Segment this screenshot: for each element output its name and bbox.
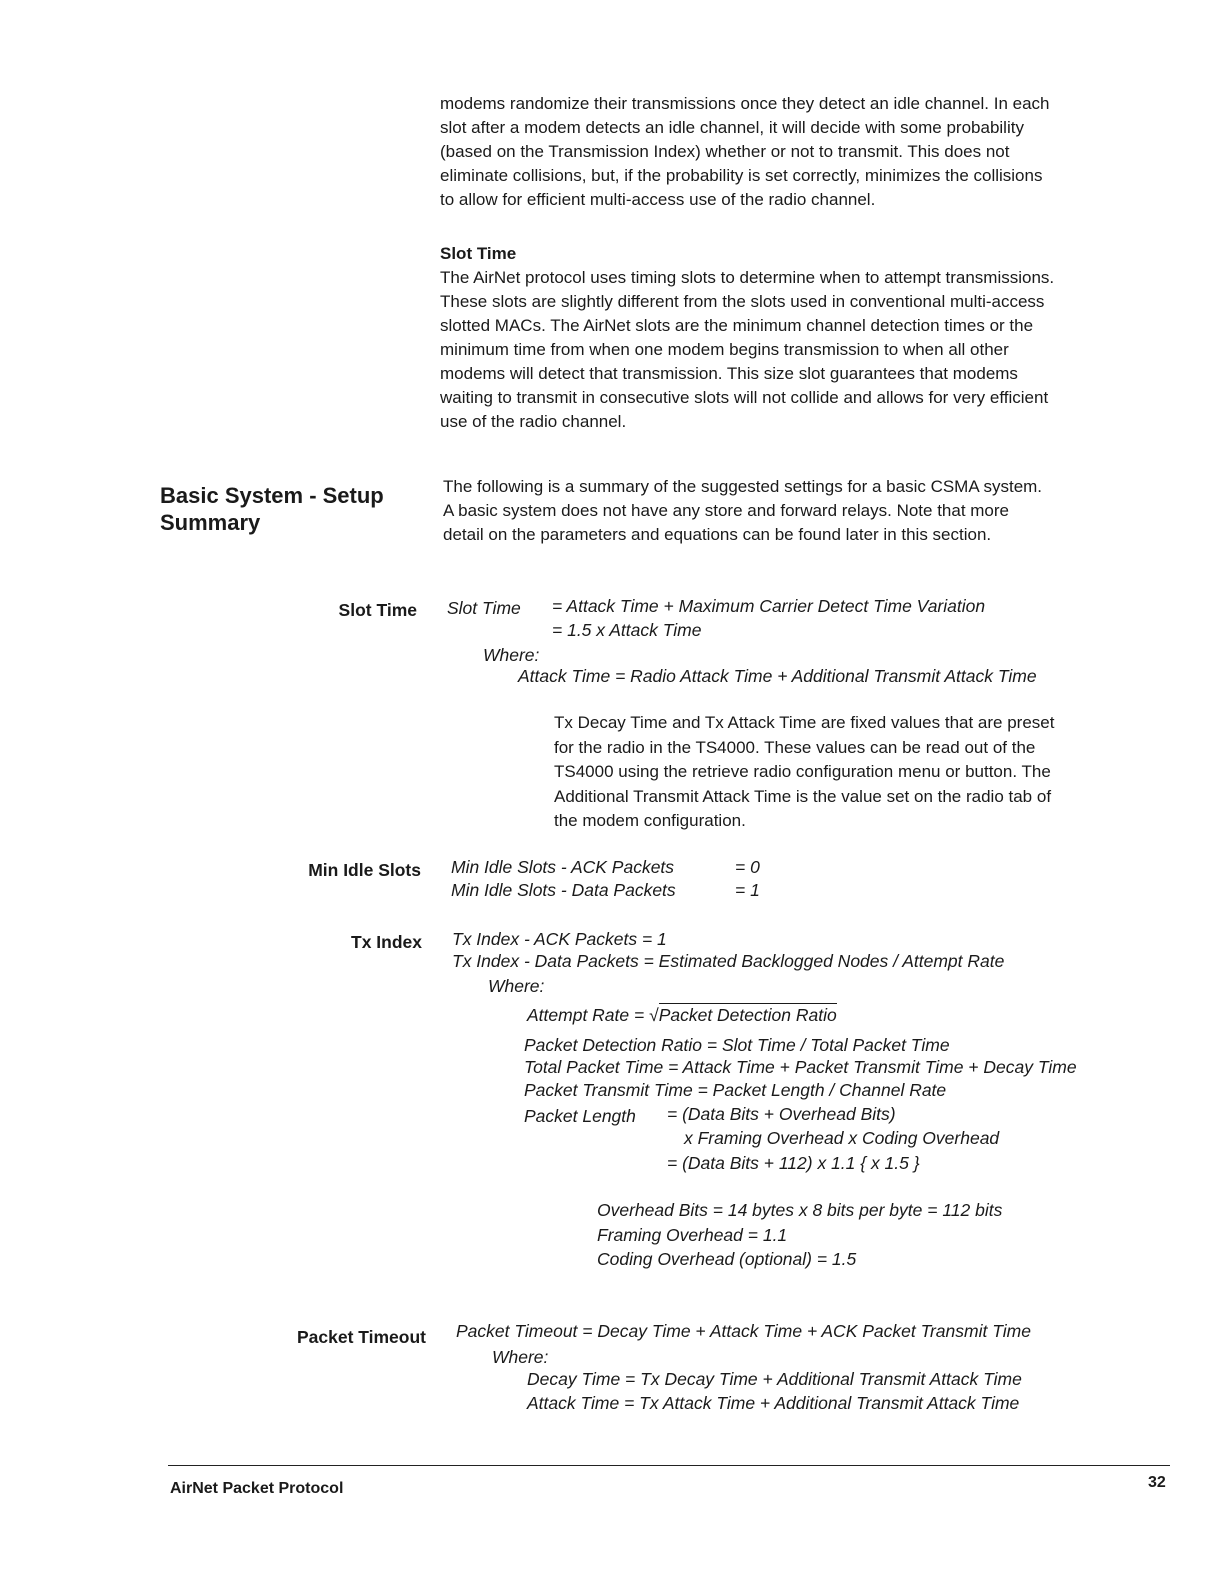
text-line: A basic system does not have any store and forward relays. Note that more [443, 501, 1010, 520]
text-line: for the radio in the TS4000. These values can be read out of the [554, 737, 1036, 757]
overhead-line: Overhead Bits = 14 bytes x 8 bits per byte = 112 bits [597, 1200, 1003, 1220]
min-idle-slots-label: Min Idle Slots [308, 860, 421, 880]
text-line: slotted MACs. The AirNet slots are the minimum channel detection times or the [440, 316, 1034, 335]
text-line: modems randomize their transmissions once they detect an idle channel. In each [440, 94, 1050, 113]
text-line: TS4000 using the retrieve radio configuration menu or button. The [554, 762, 1051, 781]
text-line: eliminate collisions, but, if the probability is set correctly, minimizes the collisions [440, 166, 1043, 185]
slot-time-eq-lhs: Slot Time [447, 598, 521, 618]
basic-setup-paragraph [443, 475, 1163, 547]
min-idle-data-lhs: Min Idle Slots - Data Packets [451, 880, 676, 900]
formula-line: Packet Transmit Time = Packet Length / Channel Rate [524, 1080, 947, 1100]
text-line: minimum time from when one modem begins transmission to when all other [440, 340, 1009, 359]
packet-length-lhs: Packet Length [524, 1106, 636, 1126]
slot-time-eq-rhs: = Attack Time + Maximum Carrier Detect Time Variation [552, 596, 986, 616]
text-line: These slots are slightly different from the slots used in conventional multi-access [440, 292, 1045, 311]
attack-time-formula: Attack Time = Radio Attack Time + Additional Transmit Attack Time [518, 666, 1037, 686]
sqrt-sign: √ [649, 1005, 659, 1025]
section-title-line: Summary [160, 510, 261, 535]
formula-line: Total Packet Time = Attack Time + Packet Transmit Time + Decay Time [524, 1057, 1077, 1077]
attempt-rate-formula [527, 1003, 837, 1026]
slot-time-label: Slot Time [338, 600, 417, 620]
text-line: waiting to transmit in consecutive slots will not collide and allows for very efficient [440, 388, 1049, 407]
text-line: modems will detect that transmission. This size slot guarantees that modems [440, 364, 1018, 383]
text-line: the modem configuration. [554, 811, 746, 830]
text-line: use of the radio channel. [440, 412, 627, 431]
text-line: slot after a modem detects an idle channel, it will decide with some probability [440, 118, 1024, 137]
overhead-line: Coding Overhead (optional) = 1.5 [597, 1249, 857, 1269]
attempt-rate-lhs: Attempt Rate = [527, 1005, 650, 1025]
tx-index-data: Tx Index - Data Packets = Estimated Backlogged Nodes / Attempt Rate [452, 951, 1005, 971]
slot-time-eq-rhs-2: = 1.5 x Attack Time [552, 620, 702, 640]
decay-time-formula: Decay Time = Tx Decay Time + Additional Transmit Attack Time [527, 1369, 1022, 1389]
footer-rule [168, 1465, 1170, 1466]
slot-time-heading: Slot Time [440, 244, 517, 263]
intro-paragraph [440, 92, 1160, 212]
where-label: Where: [483, 645, 540, 665]
text-line: The following is a summary of the suggested settings for a basic CSMA system. [443, 477, 1043, 496]
overhead-line: Framing Overhead = 1.1 [597, 1225, 788, 1245]
formula-line: Packet Detection Ratio = Slot Time / Total Packet Time [524, 1035, 950, 1055]
section-title-line: Basic System - Setup [160, 483, 384, 508]
text-line: detail on the parameters and equations can be found later in this section. [443, 525, 992, 544]
packet-timeout-formula: Packet Timeout = Decay Time + Attack Time + ACK Packet Transmit Time [456, 1321, 1031, 1341]
text-line: Additional Transmit Attack Time is the value set on the radio tab of [554, 786, 1052, 806]
text-line: The AirNet protocol uses timing slots to determine when to attempt transmissions. [440, 268, 1055, 287]
footer-title: AirNet Packet Protocol [170, 1480, 344, 1497]
tx-index-ack: Tx Index - ACK Packets = 1 [452, 929, 667, 949]
packet-length-rhs-1: = (Data Bits + Overhead Bits) [667, 1104, 896, 1124]
section-title [160, 482, 384, 536]
text-line: (based on the Transmission Index) whether or not to transmit. This does not [440, 142, 1010, 161]
min-idle-ack-lhs: Min Idle Slots - ACK Packets [451, 857, 675, 877]
slot-time-note [554, 711, 1154, 834]
sqrt-radicand: Packet Detection Ratio [658, 1005, 837, 1025]
where-label: Where: [492, 1347, 549, 1367]
packet-length-rhs-2: x Framing Overhead x Coding Overhead [684, 1128, 1000, 1148]
min-idle-ack-rhs: = 0 [735, 857, 760, 877]
slot-time-section [440, 242, 1160, 434]
text-line: to allow for efficient multi-access use of the radio channel. [440, 190, 876, 209]
packet-timeout-label: Packet Timeout [296, 1327, 426, 1347]
tx-index-label: Tx Index [351, 932, 422, 952]
page-number: 32 [1148, 1474, 1166, 1491]
packet-length-rhs-3: = (Data Bits + 112) x 1.1 { x 1.5 } [667, 1153, 920, 1173]
where-label: Where: [488, 976, 545, 996]
min-idle-data-rhs: = 1 [735, 880, 760, 900]
attack-time-formula: Attack Time = Tx Attack Time + Additional Transmit Attack Time [527, 1393, 1020, 1413]
text-line: Tx Decay Time and Tx Attack Time are fixed values that are preset [554, 713, 1055, 732]
